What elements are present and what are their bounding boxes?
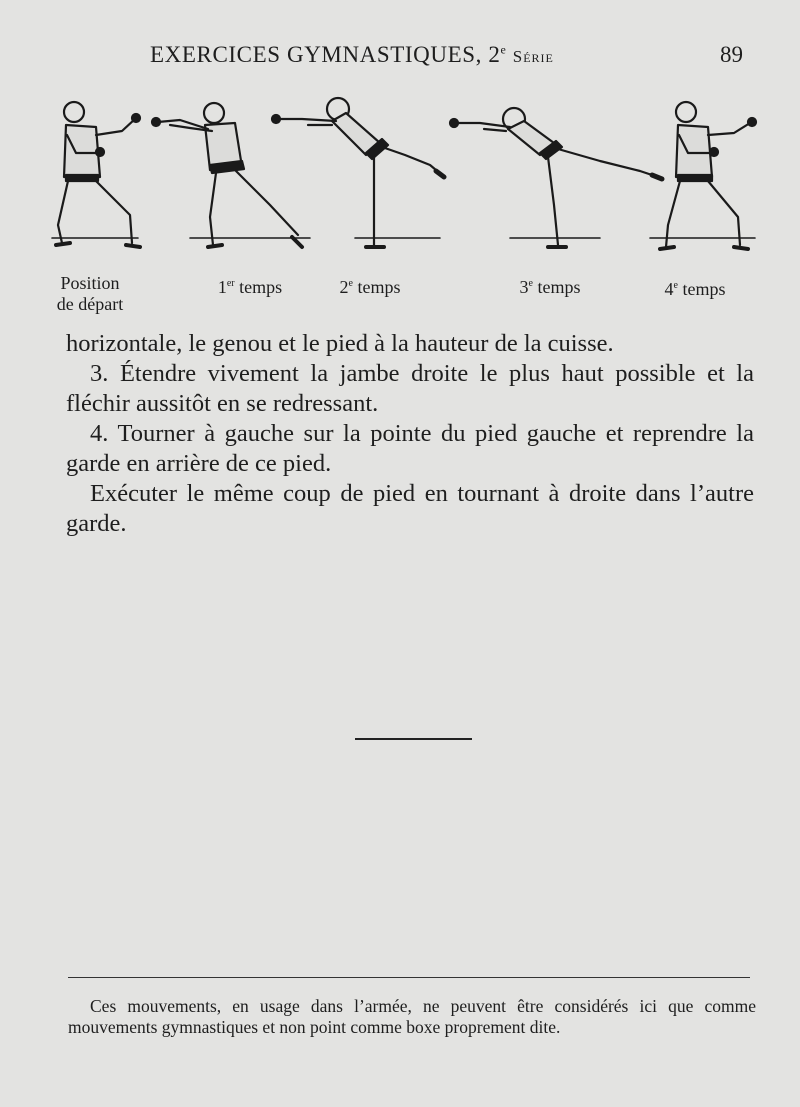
serie-label: Série <box>512 47 554 66</box>
caption-1er-temps: 1er temps <box>217 277 283 297</box>
footnote-text: Ces mouvements, en usage dans l’armée, ne peuvent être considérés ici que comme mouvements gymnastiques et non point comme boxe proprement dite. <box>68 996 756 1037</box>
figure-4e-temps <box>660 102 756 249</box>
exercise-figures <box>40 95 770 270</box>
figure-3e-temps <box>450 108 662 247</box>
running-header <box>0 40 800 74</box>
running-title: EXERCICES GYMNASTIQUES, 2e Série <box>150 42 554 67</box>
main-text <box>66 329 754 539</box>
paragraph-instruction: Exécuter le même coup de pied en tournant à droite dans l’autre garde. <box>66 480 754 537</box>
caption-3e-temps: 3e temps <box>519 277 581 297</box>
figure-1er-temps <box>152 103 302 247</box>
figure-position-depart <box>56 102 140 247</box>
caption-4e-temps: 4e temps <box>664 279 726 299</box>
paragraph-step-3: 3. Étendre vivement la jambe droite le plus haut possible et la fléchir aussitôt en se redressant. <box>66 360 754 417</box>
illustration-strip <box>40 95 770 314</box>
caption-2e-temps: 2e temps <box>339 277 401 297</box>
paragraph-step-4: 4. Tourner à gauche sur la pointe du pied gauche et reprendre la garde en arrière de ce pied. <box>66 420 754 477</box>
footnote <box>68 996 756 1038</box>
page-number: 89 <box>720 42 743 67</box>
caption-position-depart: Position de départ <box>56 273 124 314</box>
figure-2e-temps <box>272 98 444 247</box>
paragraph-continuation: horizontale, le genou et le pied à la hauteur de la cuisse. <box>66 330 614 357</box>
section-separator <box>355 738 472 740</box>
footnote-rule <box>68 977 750 978</box>
